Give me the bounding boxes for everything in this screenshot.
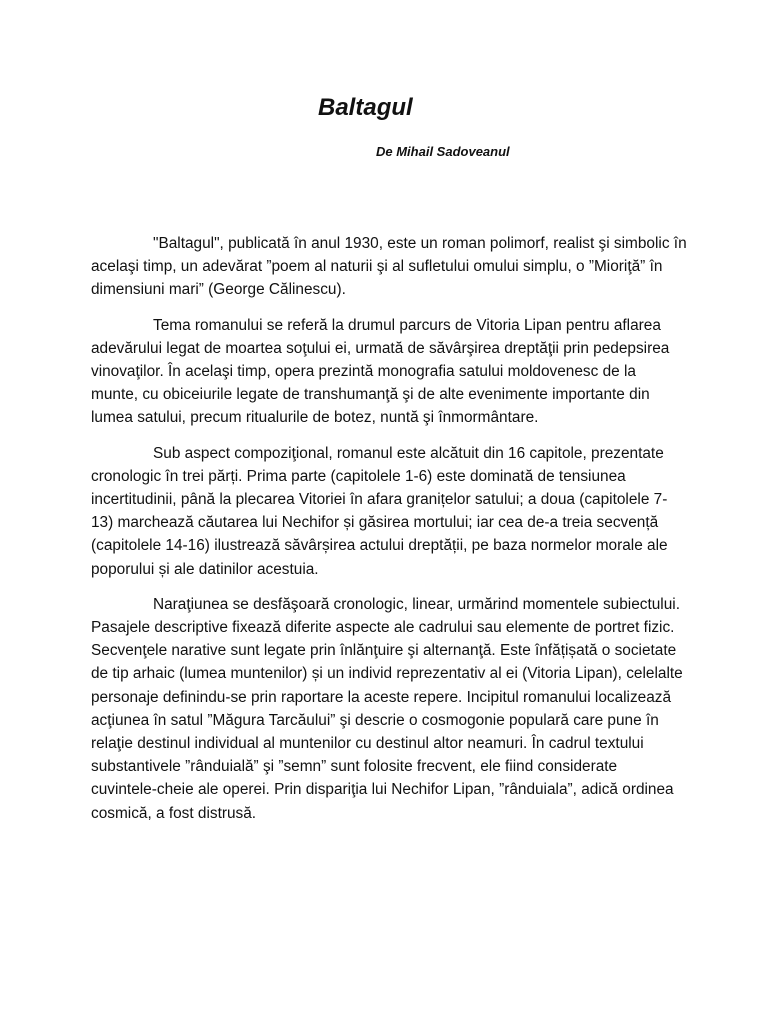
paragraph-composition: Sub aspect compoziţional, romanul este alcătuit din 16 capitole, prezentate cronologic în trei părți. Prima parte (capitolele 1-6) este dominată de tensiunea incertitudinii, până la plecarea Vitoriei în afara granițelor satului; a doua (capitolele 7-13) marchează căutarea lui Nechifor și găsirea mortului; iar cea de-a treia secvență (capitolele 14-16) ilustrează săvârșirea actului dreptății, pe baza normelor morale ale poporului și ale datinilor acestuia. bbox=[91, 444, 668, 578]
document-author: De Mihail Sadoveanul bbox=[376, 144, 510, 159]
paragraph-theme: Tema romanului se referă la drumul parcurs de Vitoria Lipan pentru aflarea adevărului legat de moartea soţului ei, urmată de săvârşirea dreptăţii prin pedepsirea vinovaţilor. În acelaşi timp, opera prezintă monografia satului moldovenesc de la munte, cu obiceiurile legate de transhumanţă şi de alte evenimente importante din lumea satului, precum ritualurile de botez, nuntă şi înmormântare. bbox=[91, 316, 670, 427]
document-title: Baltagul bbox=[318, 94, 413, 121]
document-body bbox=[91, 232, 687, 837]
paragraph-narration: Naraţiunea se desfăşoară cronologic, linear, urmărind momentele subiectului. Pasajele descriptive fixează diferite aspecte ale cadrului sau elemente de portret fizic. Secvenţele narative sunt legate prin înlănţuire şi alternanţă. Este înfățișată o societate de tip arhaic (lumea muntenilor) și un individ reprezentativ al ei (Vitoria Lipan), celelalte personaje definindu-se prin raportare la aceste repere. Incipitul romanului localizează acţiunea în satul ”Măgura Tarcăului” şi descrie o cosmogonie populară care pune în relaţie destinul individual al muntenilor cu destinul altor neamuri. În cadrul textului substantivele ”rânduială” şi ”semn” sunt folosite frecvent, ele fiind considerate cuvintele-cheie ale operei. Prin dispariţia lui Nechifor Lipan, ”rânduiala”, adică ordinea cosmică, a fost distrusă. bbox=[91, 595, 683, 822]
paragraph-intro: "Baltagul", publicată în anul 1930, este un roman polimorf, realist şi simbolic în acelaşi timp, un adevărat ”poem al naturii şi al sufletului omului simplu, o ”Mioriţă” în dimensiuni mari” (George Călinescu). bbox=[91, 235, 687, 299]
